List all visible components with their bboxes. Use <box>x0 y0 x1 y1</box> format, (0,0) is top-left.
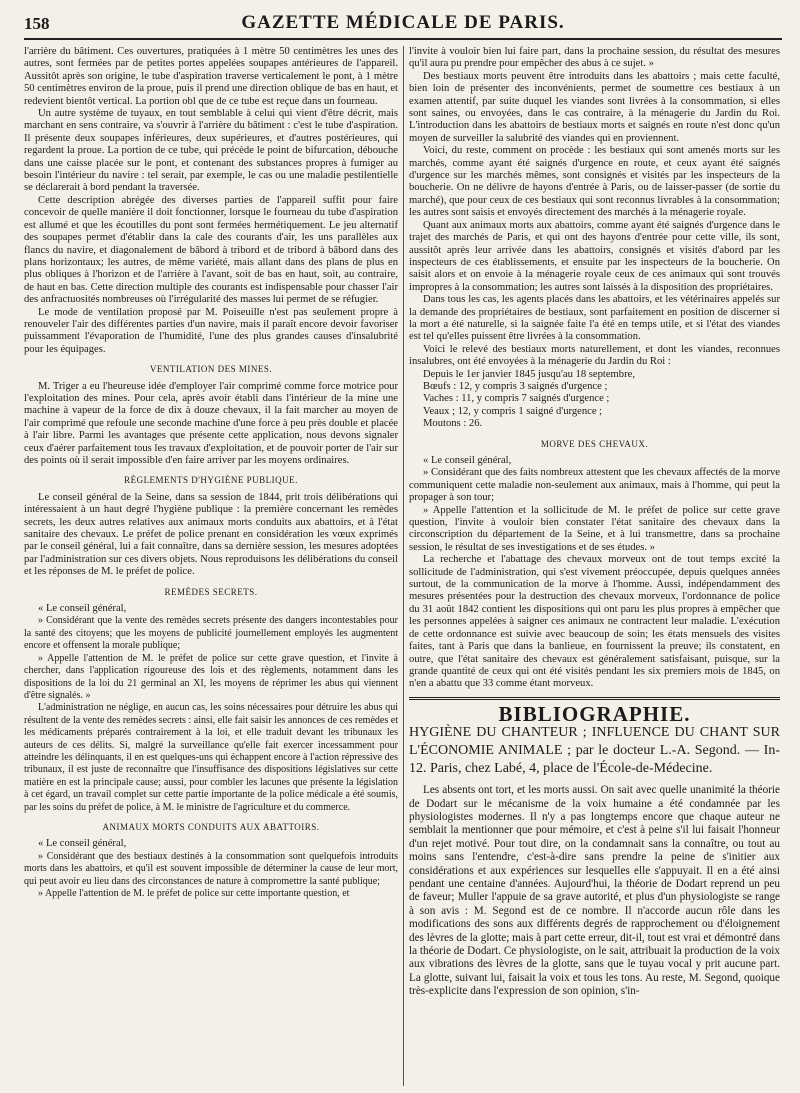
right-column <box>409 46 780 1086</box>
paragraph: Le mode de ventilation proposé par M. Poiseuille n'est pas seulement propre à renouveler l'air des différentes parties d'un navire, mais il paraît encore devoir favoriser puissamment l'évaporation de l'humidité, l'une des plus grandes causes d'insalubrité pour les équipages. <box>24 306 398 355</box>
subheading-morve: MORVE DES CHEVAUX. <box>540 438 649 449</box>
page-number: 158 <box>24 14 50 33</box>
paragraph: l'invite à vouloir bien lui faire part, dans la prochaine session, du résultat des mesures qu'il aura pu prendre pour empêcher des abus à ce sujet. » <box>409 46 780 70</box>
paragraph: Le conseil général de la Seine, dans sa session de 1844, prit trois délibérations qui intéressaient à un haut degré l'hygiène publique : la première concernant les remèdes secrets, les deux autres relatives aux animaux morts conduits aux abattoirs, et à l'état sanitaire des chevaux. Le préfet de police prenant en considération les vœux exprimés par le conseil général, lui a fait connaître, dans sa dernière session, les mesures adoptées par l'administration sur ces divers objets. Nous reproduisons les délibérations du conseil et les réponses de M. le préfet de police. <box>24 491 398 578</box>
quote-paragraph: » Considérant que la vente des remèdes secrets présente des dangers incontestables pour la santé des citoyens; que les moyens de publicité journellement employés les augmentent encore et offensent la morale publique; <box>24 615 398 652</box>
paragraph: l'arrière du bâtiment. Ces ouvertures, pratiquées à 1 mètre 50 centimètres les unes des autres, sont fermées par de petites portes appelées soupapes antérieures de l'appareil. Aussitôt après son origine, le tube d'aspiration traverse verticalement le pont, à 1 mètre 50 centimètres environ de la proue, puis il prend une direction oblique de bas en haut, et redevient bientôt vertical. La portion obl que de ce tube est reçue dans un fourneau. <box>24 46 398 107</box>
paragraph: Des bestiaux morts peuvent être introduits dans les abattoirs ; mais cette faculté, bien loin de présenter des inconvénients, permet de soumettre ces bestiaux à un examen attentif, par suite duquel les viandes sont livrées à la consommation, si elles sont saines, ou envoyées, dans le cas contraire, à la ménagerie du Jardin du Roi. L'introduction dans les abattoirs de bestiaux morts et saignés en route n'est donc qu'un moyen de surveiller la salubrité des viandes qui en proviennent. <box>409 70 780 144</box>
paragraph: Dans tous les cas, les agents placés dans les abattoirs, et les vétérinaires appelés sur la demande des propriétaires de bestiaux, sont parfaitement en position de discerner si la mort a été naturelle, si la saignée faite l'a été en temps utile, et si l'état des viandes est tel qu'elles puissent être livrées à la consommation. <box>409 294 780 343</box>
paragraph: Voici, du reste, comment on procède : les bestiaux qui sont amenés morts sur les marchés, comme ayant été saignés d'urgence en route, et ceux ayant été saignés d'urgence sur les marchés mêmes, sont consignés et visités par les inspecteurs de la boucherie. On ne délivre de hayons d'entrée à Paris, ou de laisser-passer (de sortie du marché), que pour ceux de ces bestiaux qui sont reconnus livrables à la consommation; les autres sont saisis et envoyés directement des marchés à la ménagerie royale. <box>409 145 780 219</box>
quote-paragraph: » Appelle l'attention de M. le préfet de police sur cette importante question, et <box>38 888 350 899</box>
paragraph: L'administration ne néglige, en aucun cas, les soins nécessaires pour détruire les abus qui résultent de la vente des remèdes secrets : ainsi, elle fait saisir les annonces de ces remèdes et les médicaments préparés contrairement à la loi, et elle traduit devant les tribunaux les auteurs de ces délits. Si, malgré la surveillance qu'elle fait exercer incessamment pour atteindre les délinquants, il en est quelques-uns qui échappent encore à l'action répressive des tribunaux, il est juste de reconnaître que l'insuffisance des dispositions législatives sur cette matière en est la principale cause; aussi, pour combler les lacunes que présente la législation à cet égard, un travail complet sur cette partie importante de la police médicale a été soumis, par les soins du préfet de police, à M. le ministre de l'agriculture et du commerce. <box>24 702 398 813</box>
bibliography-section <box>409 697 780 999</box>
list-item: Moutons : 26. <box>423 418 483 430</box>
section-heading-reglements: RÈGLEMENTS D'HYGIÈNE PUBLIQUE. <box>124 475 298 486</box>
quote-line: « Le conseil général, <box>38 603 127 615</box>
list-item: Bœufs : 12, y compris 3 saignés d'urgence ; <box>423 380 608 392</box>
quote-paragraph: » Considérant que des bestiaux destinés à la consommation sont quelquefois introduits morts dans les abattoirs, et qu'il est souvent impossible de déterminer la cause de leur mort, qui peut avoir eu lieu dans des circonstances de nature à compromettre la santé publique; <box>24 850 398 887</box>
quote-line: « Le conseil général, <box>423 455 512 466</box>
statistics-list <box>409 369 780 431</box>
paragraph: M. Triger a eu l'heureuse idée d'employer l'air comprimé comme force motrice pour l'exploitation des mines. Pour cela, après avoir établi dans l'intérieur de la mine une machine à vapeur de la force de dix à douze chevaux, il la fait marcher au moyen de l'air comprimé que refoule une seconde machine d'une force à peu près double et placée à l'air libre. Parmi les avantages que présente cette application, nous devons signaler ceux d'aérer parfaitement tous les travaux d'exploitation, et de pouvoir porter de l'air sur des points où il serait impossible d'en faire arriver par les moyens ordinaires. <box>24 380 398 466</box>
quote-line: « Le conseil général, <box>38 838 127 850</box>
running-title: GAZETTE MÉDICALE DE PARIS. <box>241 12 565 33</box>
bibliography-title: BIBLIOGRAPHIE. <box>498 701 691 726</box>
list-item: Vaches : 11, y compris 7 saignés d'urgence ; <box>423 393 610 405</box>
list-item: Depuis le 1er janvier 1845 jusqu'au 18 septembre, <box>423 368 635 380</box>
quote-paragraph: » Considérant que des faits nombreux attestent que les chevaux affectés de la morve communiquent cette maladie non-seulement aux animaux, mais à l'homme, qui peut la propager à son tour; <box>409 467 780 504</box>
section-heading-mines: VENTILATION DES MINES. <box>149 364 273 375</box>
paragraph: Cette description abrégée des diverses parties de l'appareil suffit pour faire concevoir de quelle manière il doit fonctionner, lorsque le fourneau du tube d'aspiration est allumé et que les écoutilles du pont sont fermées hermétiquement. Le jeu alternatif des soupapes permet d'établir dans la cale des courants d'air, les uns parallèles aux flancs du navire, et diagonalement de bâbord à tribord et de tribord à bâbord dans des plans horizontaux; les autres, de même variété, mais allant dans des plans de plus en plus obliques à l'horizon et de l'arrière à l'avant, soit de bas en haut, soit, au contraire, de haut en bas. Cette direction multiple des courants est indispensable pour chasser l'air des anfractuosités nombreuses où l'irrégularité des masses lui permet de se réfugier. <box>24 194 398 306</box>
list-item: Veaux ; 12, y compris 1 saigné d'urgence ; <box>423 405 603 417</box>
page-header <box>24 12 782 40</box>
quote-paragraph: » Appelle l'attention de M. le préfet de police sur cette grave question, et l'invite à chercher, dans l'application rigoureuse des lois et des règlements, notamment dans les dispositions de la loi du 21 germinal an XI, les moyens de réprimer les abus qui viennent d'être signalés. » <box>24 652 398 701</box>
subheading-remedes: REMÈDES SECRETS. <box>164 586 258 597</box>
paragraph: Quant aux animaux morts aux abattoirs, comme ayant été saignés d'urgence dans le trajet des marchés de Paris, et qui ont des hayons d'entrée pour cette ville, ils sont, aussitôt après leur arrivée dans les abattoirs, consignés et visités d'abord par les inspecteurs de ces établissements, et ensuite par les inspecteurs de la boucherie. On saisit alors et on envoie à la ménagerie royale ceux de ces animaux qui sont trouvés impropres à la consommation; les autres sont laissés à la disposition des propriétaires. <box>409 219 780 293</box>
subheading-animaux: ANIMAUX MORTS CONDUITS AUX ABATTOIRS. <box>102 821 320 832</box>
book-reference: HYGIÈNE DU CHANTEUR ; INFLUENCE DU CHANT SUR L'ÉCONOMIE ANIMALE ; par le docteur L.-A. Segond. — In-12. Paris, chez Labé, 4, place de l'École-de-Médecine. <box>409 725 780 777</box>
quote-paragraph: » Appelle l'attention et la sollicitude de M. le préfet de police sur cette grave question, l'invite à vouloir bien constater l'état sanitaire des chevaux dans la circonscription du département de la Seine, et à lui transmettre, dans sa prochaine session, le résultat de ses investigations et de ses études. » <box>409 504 780 553</box>
paragraph: La recherche et l'abattage des chevaux morveux ont de tout temps excité la sollicitude de l'administration, qui s'est vivement préoccupée, depuis quelques années surtout, de la communication de la morve à l'homme. Aussi, indépendamment des mesures présentées pour la destruction des chevaux morveux, l'ordonnance de police du 31 août 1842 contient les dispositions qui ont paru les plus propres à empêcher que les personnes appelées à saigner ces animaux ne contractent leur maladie. L'exécution de cette ordonnance est suivie avec beaucoup de soin; les états mensuels des visites faites, tant à Paris que dans la banlieue, en fournissent la preuve; ils constatent, en outre, que l'état sanitaire des chevaux est généralement satisfaisant, puisque, sur la grande quantité de ceux qui ont été visités pendant les six premiers mois de 1845, on n'en a abattu que 33 comme étant morveux. <box>409 554 780 690</box>
paragraph: Voici le relevé des bestiaux morts naturellement, et dont les viandes, reconnues insalubres, ont été envoyées à la ménagerie du Jardin du Roi : <box>409 343 780 368</box>
left-column <box>24 46 398 1086</box>
column-rule <box>403 46 404 1086</box>
paragraph: Un autre système de tuyaux, en tout semblable à celui qui vient d'être décrit, mais marchant en sens contraire, va s'ouvrir à l'arrière du bâtiment : c'est le tube d'aspiration. Il présente deux soupapes inférieures, deux supérieures, et d'autres postérieures, qui regardent la proue. La portion de ce tube, qui précède le point de bifurcation, débouche dans une caisse placée sur le pont, et contenant des substances propres à fumiger au besoin l'intérieur du navire : tel serait, par exemple, le cas ou une maladie pestilentielle se déclarerait à bord pendant la traversée. <box>24 108 398 194</box>
review-paragraph: Les absents ont tort, et les morts aussi. On sait avec quelle unanimité la théorie de Dodart sur le mécanisme de la voix humaine a été condamnée par les physiologistes modernes. Il n'y a pas longtemps encore que chaque auteur ne semblait la mentionner que pour mémoire, et c'est à peine s'il lui faisait l'honneur d'un rejet motivé. Pour tout dire, on la condamnait sans la connaître, ou tout au moins sans l'entendre, c'est-à-dire sans prendre la peine de s'initier aux considérations et aux expériences sur lesquelles elle s'appuyait. Il en a été ainsi pendant une centaine d'années. Aujourd'hui, la théorie de Dodart reprend un peu de faveur; Muller l'appuie de sa grave autorité, et plus d'un physiologiste se range à son avis : M. Segond est de ce nombre. Il n'accorde aucun rôle dans les modifications des sons aux différents degrés de rapprochement ou d'éloignement des lèvres de la glotte; mais à part cette erreur, dit-il, tout est vrai et démontré dans la théorie de Dodart. Ce physiologiste, on le sait, attribuait la production de la voix aux vibrations des lèvres de la glotte, sans que le tuyau vocal y prit aucune part. La glotte, suivant lui, faisait la voix et tous les tons. Au reste, M. Segond, quoique très-explicite dans l'expression de son opinion, s'in- <box>409 784 780 998</box>
